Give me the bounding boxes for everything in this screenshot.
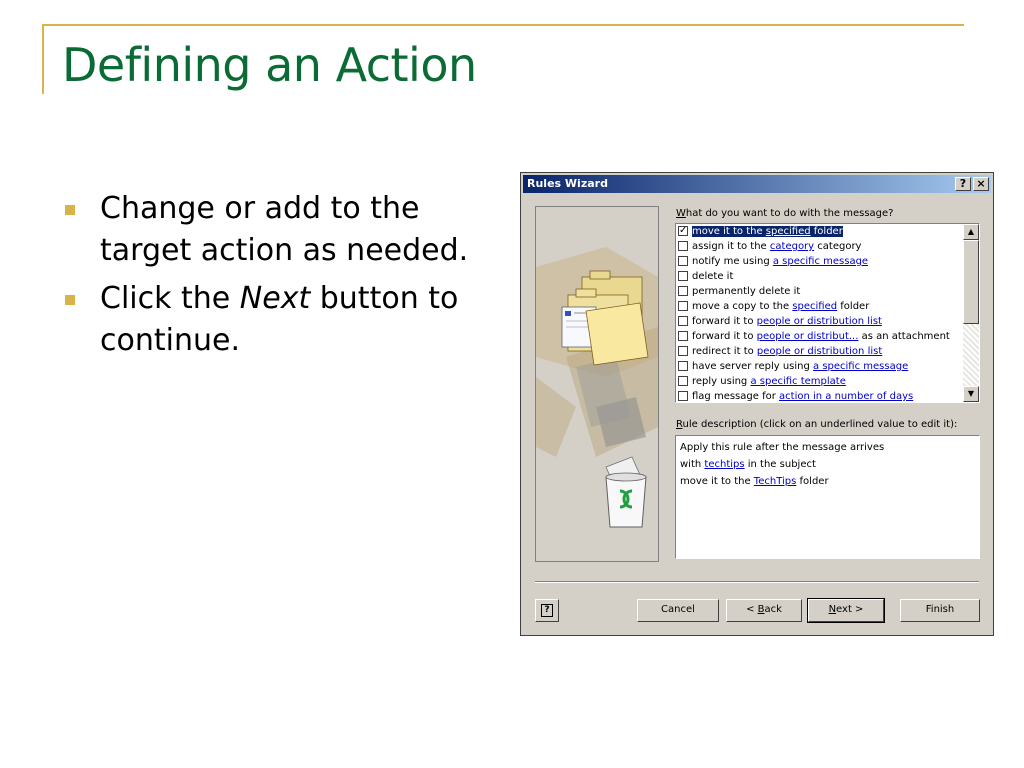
titlebar-help-button[interactable]: ? <box>955 177 971 191</box>
action-label <box>692 301 869 312</box>
action-label <box>692 286 800 297</box>
action-text: redirect it to <box>692 346 757 357</box>
action-value-link[interactable]: people or distribut... <box>756 331 859 342</box>
action-checkbox[interactable] <box>678 391 688 401</box>
action-item[interactable] <box>678 345 962 360</box>
action-text: folder <box>810 226 843 237</box>
actions-prompt: What do you want to do with the message? <box>676 208 894 219</box>
dialog-titlebar[interactable] <box>523 175 991 193</box>
action-text: flag message for <box>692 391 780 402</box>
slide-title: Defining an Action <box>62 38 477 92</box>
rule-value-link[interactable]: techtips <box>704 459 745 470</box>
action-value-link[interactable]: specified <box>765 226 811 237</box>
action-label <box>692 376 846 387</box>
rule-description-line <box>680 473 975 490</box>
action-text: category <box>814 241 862 252</box>
help-icon: ? <box>541 604 553 617</box>
action-value-link[interactable]: action in a number of days <box>779 391 914 402</box>
action-item[interactable] <box>678 375 962 390</box>
action-text: permanently delete it <box>692 286 801 297</box>
action-label <box>692 271 733 282</box>
action-item[interactable] <box>678 315 962 330</box>
finish-button[interactable]: Finish <box>900 599 980 622</box>
action-checkbox[interactable] <box>678 361 688 371</box>
action-value-link[interactable]: category <box>769 241 815 252</box>
title-accent-line <box>42 24 964 26</box>
bullet-text: Click the <box>100 281 240 316</box>
action-label <box>692 316 882 327</box>
actions-listbox[interactable] <box>675 223 980 403</box>
rule-description-label: Rule description (click on an underlined value to edit it): <box>676 419 958 430</box>
titlebar-close-button[interactable]: × <box>973 177 989 191</box>
action-checkbox[interactable] <box>678 316 688 326</box>
action-text: move it to the <box>692 226 766 237</box>
action-value-link[interactable]: people or distribution list <box>756 316 882 327</box>
action-text: have server reply using <box>692 361 814 372</box>
action-text: as an attachment <box>858 331 950 342</box>
action-item[interactable] <box>678 330 962 345</box>
action-text: folder <box>837 301 870 312</box>
scroll-down-arrow-icon[interactable]: ▼ <box>963 386 979 402</box>
action-checkbox[interactable] <box>678 346 688 356</box>
rule-text: with <box>680 459 705 470</box>
action-text: delete it <box>692 271 734 282</box>
rule-description-line <box>680 456 975 473</box>
action-label <box>692 226 843 237</box>
action-item[interactable] <box>678 285 962 300</box>
action-value-link[interactable]: people or distribution list <box>756 346 883 357</box>
action-checkbox[interactable] <box>678 226 688 236</box>
rule-text: Apply this rule after the message arrives <box>680 442 885 453</box>
action-text: forward it to <box>692 316 757 327</box>
wizard-illustration <box>535 206 659 562</box>
action-label <box>692 241 861 252</box>
rule-value-link[interactable]: TechTips <box>753 476 797 487</box>
cancel-button[interactable]: Cancel <box>637 599 719 622</box>
action-label <box>692 391 913 402</box>
action-item[interactable] <box>678 240 962 255</box>
action-item[interactable] <box>678 360 962 375</box>
bullet-emphasis: Next <box>239 281 311 316</box>
bullet-square-icon <box>65 295 75 305</box>
title-accent-bar <box>42 24 44 94</box>
action-checkbox[interactable] <box>678 271 688 281</box>
action-label <box>692 361 908 372</box>
action-value-link[interactable]: a specific message <box>813 361 909 372</box>
action-item[interactable] <box>678 225 962 240</box>
next-button[interactable]: Next > <box>808 599 884 622</box>
action-text: reply using <box>692 376 751 387</box>
rule-description-line <box>680 439 975 456</box>
bullet-text: button to continue. <box>100 281 459 358</box>
actions-scrollbar[interactable] <box>963 224 979 402</box>
action-text: move a copy to the <box>692 301 793 312</box>
rule-text: in the subject <box>744 459 816 470</box>
dialog-title: Rules Wizard <box>527 177 608 190</box>
action-checkbox[interactable] <box>678 286 688 296</box>
action-text: forward it to <box>692 331 757 342</box>
bullet-square-icon <box>65 205 75 215</box>
rule-text: move it to the <box>680 476 754 487</box>
help-button[interactable] <box>535 599 559 622</box>
action-item[interactable] <box>678 270 962 285</box>
folders-and-recycle-bin-icon <box>536 207 658 561</box>
scroll-up-arrow-icon[interactable]: ▲ <box>963 224 979 240</box>
action-checkbox[interactable] <box>678 376 688 386</box>
action-checkbox[interactable] <box>678 241 688 251</box>
action-text: notify me using <box>692 256 773 267</box>
dialog-separator <box>535 581 979 583</box>
action-checkbox[interactable] <box>678 301 688 311</box>
action-value-link[interactable]: a specific message <box>772 256 869 267</box>
action-label <box>692 346 882 357</box>
action-value-link[interactable]: a specific template <box>750 376 846 387</box>
action-item[interactable] <box>678 255 962 270</box>
action-item[interactable] <box>678 300 962 315</box>
action-checkbox[interactable] <box>678 256 688 266</box>
rules-wizard-dialog <box>520 172 994 636</box>
action-label <box>692 256 868 267</box>
bullet-item <box>62 278 502 362</box>
action-value-link[interactable]: specified <box>792 301 838 312</box>
scroll-thumb[interactable] <box>963 240 979 324</box>
rule-text: folder <box>796 476 829 487</box>
action-item[interactable] <box>678 390 962 403</box>
action-checkbox[interactable] <box>678 331 688 341</box>
bullet-list <box>62 188 502 368</box>
back-button[interactable]: < Back <box>726 599 802 622</box>
rule-description-box[interactable] <box>675 435 980 559</box>
bullet-text: Change or add to the target action as needed. <box>100 191 469 268</box>
action-label <box>692 331 950 342</box>
bullet-item <box>62 188 502 272</box>
action-text: assign it to the <box>692 241 770 252</box>
